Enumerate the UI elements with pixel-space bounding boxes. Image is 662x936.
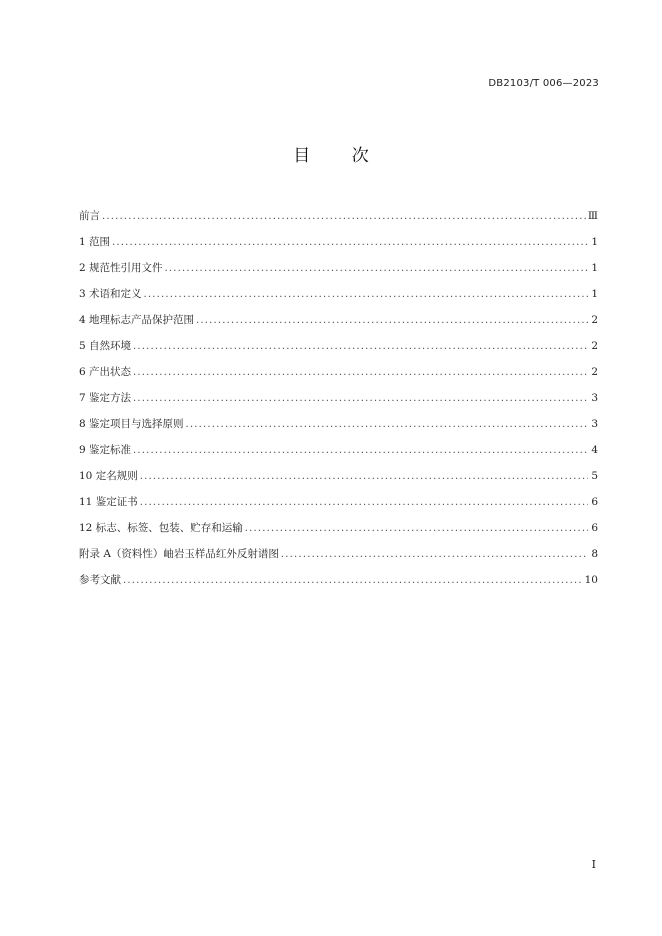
toc-entry-identification-items[interactable] [79, 415, 598, 441]
toc-entry-occurrence[interactable] [79, 363, 598, 389]
toc-entry-page: 5 [591, 470, 598, 482]
toc-dot-leader [112, 234, 588, 252]
toc-entry-foreword[interactable] [79, 207, 598, 233]
document-code: DB2103/T 006—2023 [488, 78, 599, 89]
toc-entry-naming-rules[interactable] [79, 467, 598, 493]
page-title: 目 次 [293, 146, 387, 166]
table-of-contents [79, 207, 598, 597]
toc-entry-page: 1 [591, 262, 598, 274]
toc-dot-leader [133, 390, 588, 408]
toc-entry-scope[interactable] [79, 233, 598, 259]
toc-entry-page: 1 [591, 288, 598, 300]
toc-entry-page: 6 [591, 522, 598, 534]
toc-dot-leader [133, 364, 588, 382]
toc-entry-label: 5 自然环境 [79, 340, 132, 352]
toc-dot-leader [245, 520, 588, 538]
toc-entry-page: 1 [591, 236, 598, 248]
toc-entry-natural-environment[interactable] [79, 337, 598, 363]
toc-entry-normative-references[interactable] [79, 259, 598, 285]
toc-entry-page: 8 [591, 548, 598, 560]
toc-dot-leader [133, 442, 588, 460]
toc-entry-page: 2 [591, 366, 598, 378]
toc-entry-page: Ⅲ [587, 210, 598, 222]
toc-entry-label: 6 产出状态 [79, 366, 132, 378]
toc-entry-page: 10 [584, 574, 598, 586]
toc-entry-terms-definitions[interactable] [79, 285, 598, 311]
toc-entry-label: 8 鉴定项目与选择原则 [79, 418, 184, 430]
toc-dot-leader [133, 338, 588, 356]
toc-entry-label: 前言 [79, 210, 100, 222]
toc-dot-leader [186, 416, 588, 434]
toc-entry-label: 1 范围 [79, 236, 111, 248]
toc-entry-label: 附录 A（资料性）岫岩玉样品红外反射谱图 [79, 548, 279, 560]
toc-dot-leader [123, 572, 583, 590]
toc-entry-certificate[interactable] [79, 493, 598, 519]
toc-entry-label: 11 鉴定证书 [79, 496, 138, 508]
toc-entry-label: 2 规范性引用文件 [79, 262, 163, 274]
toc-entry-page: 3 [591, 418, 598, 430]
toc-dot-leader [144, 286, 588, 304]
toc-entry-page: 3 [591, 392, 598, 404]
toc-entry-label: 4 地理标志产品保护范围 [79, 314, 195, 326]
toc-dot-leader [140, 468, 588, 486]
toc-entry-label: 10 定名规则 [79, 470, 138, 482]
toc-entry-page: 6 [591, 496, 598, 508]
toc-entry-page: 2 [591, 314, 598, 326]
toc-entry-identification-standards[interactable] [79, 441, 598, 467]
toc-entry-label: 3 术语和定义 [79, 288, 142, 300]
toc-entry-label: 参考文献 [79, 574, 121, 586]
toc-dot-leader [165, 260, 588, 278]
toc-entry-appendix-a[interactable] [79, 545, 598, 571]
toc-entry-bibliography[interactable] [79, 571, 598, 597]
toc-dot-leader [140, 494, 588, 512]
toc-dot-leader [281, 546, 588, 564]
toc-dot-leader [196, 312, 588, 330]
toc-entry-page: 2 [591, 340, 598, 352]
page-number: I [591, 858, 596, 871]
toc-entry-label: 12 标志、标签、包装、贮存和运输 [79, 522, 243, 534]
toc-dot-leader [102, 208, 586, 226]
toc-entry-page: 4 [591, 444, 598, 456]
toc-entry-identification-methods[interactable] [79, 389, 598, 415]
toc-entry-label: 7 鉴定方法 [79, 392, 132, 404]
toc-entry-label: 9 鉴定标准 [79, 444, 132, 456]
toc-entry-marking-packaging[interactable] [79, 519, 598, 545]
toc-entry-protection-scope[interactable] [79, 311, 598, 337]
